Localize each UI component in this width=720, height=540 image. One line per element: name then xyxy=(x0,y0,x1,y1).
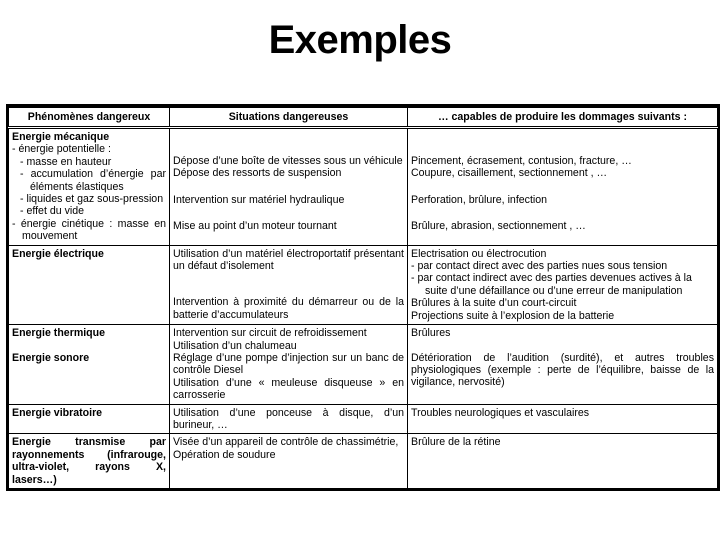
damage-item: Détérioration de l’audition (surdité), et autres troubles physiologiques (exemple : perte de l’équilibre, baisse de la vigilance, nervosité) xyxy=(411,351,714,389)
table-header-row xyxy=(9,108,718,128)
phenomenon-title: Energie sonore xyxy=(12,351,90,364)
phenomenon-item: - liquides et gaz sous-pression xyxy=(20,193,164,206)
damage-cell xyxy=(408,434,718,489)
damage-cell xyxy=(408,404,718,434)
damage-cell xyxy=(408,128,718,246)
situation-item: Intervention sur matériel hydraulique xyxy=(173,193,345,206)
situation-item: Dépose d’une boîte de vitesses sous un véhicule xyxy=(173,155,403,167)
phenomenon-title: Energie vibratoire xyxy=(12,406,103,419)
phenomenon-title: Energie transmise par rayonnements (infrarouge, ultra-violet, rayons X, lasers…) xyxy=(12,436,166,486)
phenomenon-item: - effet du vide xyxy=(20,205,84,218)
damage-item: Perforation, brûlure, infection xyxy=(411,193,548,206)
situation-cell xyxy=(170,128,408,246)
header-situations: Situations dangereuses xyxy=(170,108,408,128)
damage-cell xyxy=(408,245,718,324)
situation-item: Intervention à proximité du démarreur ou de la batterie d’accumulateurs xyxy=(173,296,404,321)
situation-item: Intervention sur circuit de refroidissement xyxy=(173,327,367,340)
table-row xyxy=(9,434,718,489)
damage-cell xyxy=(408,325,718,404)
damage-item: Projections suite à l’explosion de la batterie xyxy=(411,309,615,322)
damage-item: - par contact indirect avec des parties devenues actives à la suite d’une défaillance ou d’une erreur de manipulation xyxy=(411,272,692,297)
damage-item: Brûlures xyxy=(411,327,451,340)
situation-cell xyxy=(170,434,408,489)
phenomenon-item: - énergie potentielle : xyxy=(12,143,111,156)
phenomenon-title: Energie mécanique xyxy=(12,131,110,143)
situation-item: Utilisation d’un chalumeau xyxy=(173,339,297,352)
damage-item: Pincement, écrasement, contusion, fracture, … xyxy=(411,155,632,167)
damage-item: Brûlure, abrasion, sectionnement , … xyxy=(411,220,586,233)
phenomenon-cell xyxy=(9,404,170,434)
situation-item: Mise au point d’un moteur tournant xyxy=(173,220,337,233)
situation-item: Utilisation d’un matériel électroportatif présentant un défaut d’isolement xyxy=(173,247,404,273)
phenomenon-item: - accumulation d’énergie par éléments élastiques xyxy=(20,168,166,193)
situation-item: Dépose des ressorts de suspension xyxy=(173,167,342,180)
damage-item: Troubles neurologiques et vasculaires xyxy=(411,406,590,419)
damage-item: Brûlure de la rétine xyxy=(411,436,501,449)
table-row xyxy=(9,404,718,434)
phenomenon-item: - énergie cinétique : masse en mouvement xyxy=(12,217,166,243)
table-row xyxy=(9,128,718,246)
situation-item: Opération de soudure xyxy=(173,448,276,461)
phenomenon-item: - masse en hauteur xyxy=(20,155,112,168)
damage-item: - par contact direct avec des parties nues sous tension xyxy=(411,260,668,273)
situation-item: Utilisation d’une ponceuse à disque, d’un burineur, … xyxy=(173,406,404,431)
phenomenon-cell xyxy=(9,128,170,246)
phenomenon-title: Energie électrique xyxy=(12,247,104,260)
hazard-table xyxy=(6,104,720,491)
table-row xyxy=(9,245,718,324)
situation-item: Utilisation d’une « meuleuse disqueuse » en carrosserie xyxy=(173,376,404,402)
situation-cell xyxy=(170,404,408,434)
header-phenomena: Phénomènes dangereux xyxy=(9,108,170,128)
damage-item: Brûlures à la suite d’un court-circuit xyxy=(411,297,577,310)
situation-item: Réglage d’une pompe d’injection sur un banc de contrôle Diesel xyxy=(173,351,404,377)
situation-cell xyxy=(170,325,408,404)
page-title: Exemples xyxy=(268,18,452,62)
phenomenon-cell xyxy=(9,325,170,404)
damage-item: Coupure, cisaillement, sectionnement , … xyxy=(411,167,608,180)
header-damages: … capables de produire les dommages suivants : xyxy=(408,108,718,128)
situation-item: Visée d’un appareil de contrôle de chassimétrie, xyxy=(173,436,399,449)
phenomenon-title: Energie thermique xyxy=(12,327,106,340)
situation-cell xyxy=(170,245,408,324)
phenomenon-cell xyxy=(9,434,170,489)
damage-item: Electrisation ou électrocution xyxy=(411,247,547,260)
phenomenon-cell xyxy=(9,245,170,324)
table-row xyxy=(9,325,718,404)
